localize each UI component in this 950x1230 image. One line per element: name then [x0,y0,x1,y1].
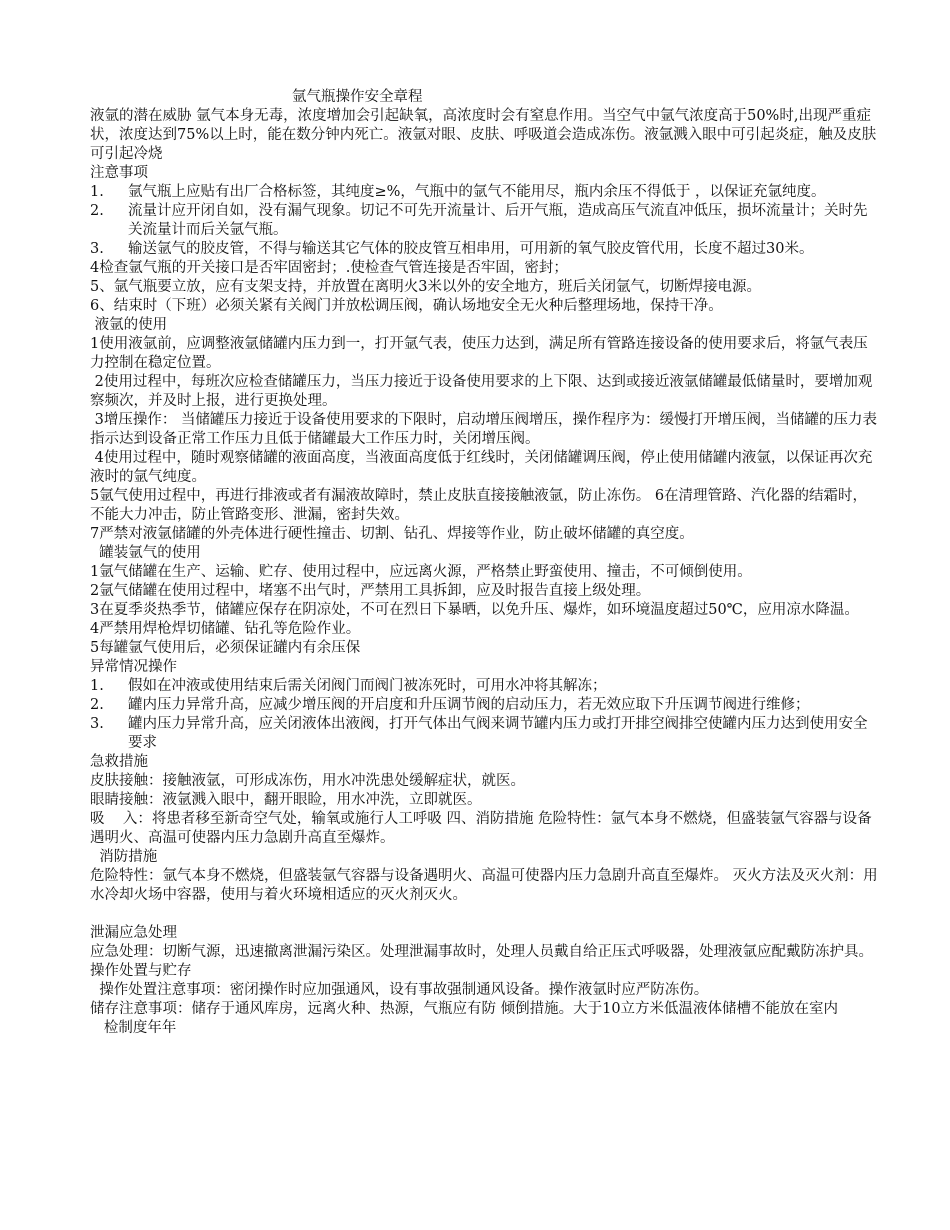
notes-item [90,183,878,202]
footer-text: 检制度年年 [90,1020,177,1036]
leak-item: 应急处理：切断气源，迅速撤离泄漏污染区。处理泄漏事故时，处理人员戴自给正压式呼吸器，处理液氩应配戴防冻护具。 [90,944,873,960]
tank-item: 1氩气储罐在生产、运输、贮存、使用过程中，应远离火源，严格禁止野蛮使用、撞击，不可倾倒使用。 [90,564,752,580]
notes-extra-item: 6、结束时（下班）必须关紧有关阀门并放松调压阀，确认场地安全无火种后整理场地，保持干净。 [90,298,723,314]
item-text: 罐内压力异常升高，应关闭液体出液阀，打开气体出气阀来调节罐内压力或打开排空阀排空使罐内压力达到使用安全要求 [128,716,868,751]
usage-item: 1使用液氩前，应调整液氩储罐内压力到一，打开氩气表，使压力达到，满足所有管路连接设备的使用要求后，将氩气表压力控制在稳定位置。 [90,336,868,371]
leak-heading: 泄漏应急处理 [90,925,177,941]
hazard-paragraph: 液氩的潜在威胁 氩气本身无毒，浓度增加会引起缺氧，高浓度时会有窒息作用。当空气中氩气浓度高于50%时,出现严重症状，浓度达到75%以上时，能在数分钟内死亡。液氩对眼、皮肤、呼吸道会造成冻伤。液氩溅入眼中可引起炎症，触及皮肤可引起冷烧 [90,108,877,162]
abnormal-item [90,677,878,696]
item-number: 2. [90,203,104,219]
storage-item: 储存注意事项：储存于通风库房，远离火种、热源，气瓶应有防 倾倒措施。大于10立方米低温液体储槽不能放在室内 [90,1001,839,1017]
page-title: 氩气瓶操作安全章程 [292,89,423,105]
item-number: 3. [90,241,104,257]
tank-heading: 罐装氩气的使用 [90,545,201,561]
firstaid-heading: 急救措施 [90,754,148,770]
item-number: 3. [90,716,104,732]
notes-extra-item: 4检查氩气瓶的开关接口是否牢固密封；.使检查气管连接是否牢固，密封； [90,260,568,276]
tank-item: 5每罐氩气使用后，必须保证罐内有余压保 [90,640,361,656]
item-number: 2. [90,697,104,713]
notes-extra-item: 5、氩气瓶要立放，应有支架支持，并放置在离明火3米以外的安全地方，班后关闭氩气，切断焊接电源。 [90,279,761,295]
item-number: 1. [90,184,104,200]
firstaid-item: 眼睛接触：液氩溅入眼中，翻开眼睑，用水冲洗，立即就医。 [90,792,482,808]
usage-item: 2使用过程中，每班次应检查储罐压力，当压力接近于设备使用要求的上下限、达到或接近液氩储罐最低储量时，要增加观察频次，并及时上报，进行更换处理。 [90,374,873,409]
fire-item: 危险特性：氩气本身不燃烧，但盛装氩气容器与设备遇明火、高温可使器内压力急剧升高直至爆炸。 灭火方法及灭火剂：用水冷却火场中容器，使用与着火环境相适应的灭火剂灭火。 [90,868,878,903]
notes-heading: 注意事项 [90,165,148,181]
item-number: 1. [90,678,104,694]
abnormal-heading: 异常情况操作 [90,659,177,675]
usage-heading: 液氩的使用 [90,317,168,333]
item-text: 输送氩气的胶皮管，不得与输送其它气体的胶皮管互相串用，可用新的氧气胶皮管代用，长度不超过30米。 [128,241,814,257]
usage-item: 7严禁对液氩储罐的外壳体进行硬性撞击、切割、钻孔、焊接等作业，防止破坏储罐的真空度。 [90,526,694,542]
tank-item: 3在夏季炎热季节，储罐应保存在阴凉处，不可在烈日下暴晒，以免升压、爆炸，如环境温度超过50℃，应用凉水降温。 [90,602,859,618]
item-text: 氩气瓶上应贴有出厂合格标签，其纯度≥%，气瓶中的氩气不能用尽，瓶内余压不得低于 ，以保证充氩纯度。 [128,184,826,200]
storage-item: 操作处置注意事项：密闭操作时应加强通风，设有事故强制通风设备。操作液氩时应严防冻伤。 [90,982,709,998]
item-text: 罐内压力异常升高，应减少增压阀的开启度和升压调节阀的启动压力，若无效应取下升压调节阀进行维修； [128,697,810,713]
fire-heading: 消防措施 [90,849,158,865]
tank-item: 4严禁用焊枪焊切储罐、钻孔等危险作业。 [90,621,361,637]
usage-item: 5氩气使用过程中，再进行排液或者有漏液故障时，禁止皮肤直接接触液氩，防止冻伤。 6在清理管路、汽化器的结霜时，不能大力冲击，防止管路变形、泄漏，密封失效。 [90,488,868,523]
notes-item [90,202,878,240]
item-text: 假如在冲液或使用结束后需关闭阀门而阀门被冻死时，可用水冲将其解冻； [128,678,607,694]
usage-item: 4使用过程中，随时观察储罐的液面高度，当液面高度低于红线时，关闭储罐调压阀，停止使用储罐内液氩，以保证再次充液时的氩气纯度。 [90,450,873,485]
abnormal-item [90,715,878,753]
notes-item [90,240,878,259]
item-text: 流量计应开闭自如，没有漏气现象。切记不可先开流量计、后开气瓶，造成高压气流直冲低压，损坏流量计；关时先关流量计而后关氩气瓶。 [128,203,868,238]
abnormal-item [90,696,878,715]
firstaid-item: 吸 入：将患者移至新奇空气处，输氧或施行人工呼吸 四、消防措施 危险特性：氩气本身不燃烧，但盛装氩气容器与设备遇明火、高温可使器内压力急剧升高直至爆炸。 [90,811,872,846]
usage-item: 3增压操作： 当储罐压力接近于设备使用要求的下限时，启动增压阀增压，操作程序为：缓慢打开增压阀，当储罐的压力表指示达到设备正常工作压力且低于储罐最大工作压力时，关闭增压阀。 [90,412,877,447]
tank-item: 2氩气储罐在使用过程中，堵塞不出气时，严禁用工具拆卸，应及时报告直接上级处理。 [90,583,651,599]
storage-heading: 操作处置与贮存 [90,963,192,979]
blank-line [90,905,878,924]
firstaid-item: 皮肤接触：接触液氩，可形成冻伤，用水冲洗患处缓解症状，就医。 [90,773,525,789]
